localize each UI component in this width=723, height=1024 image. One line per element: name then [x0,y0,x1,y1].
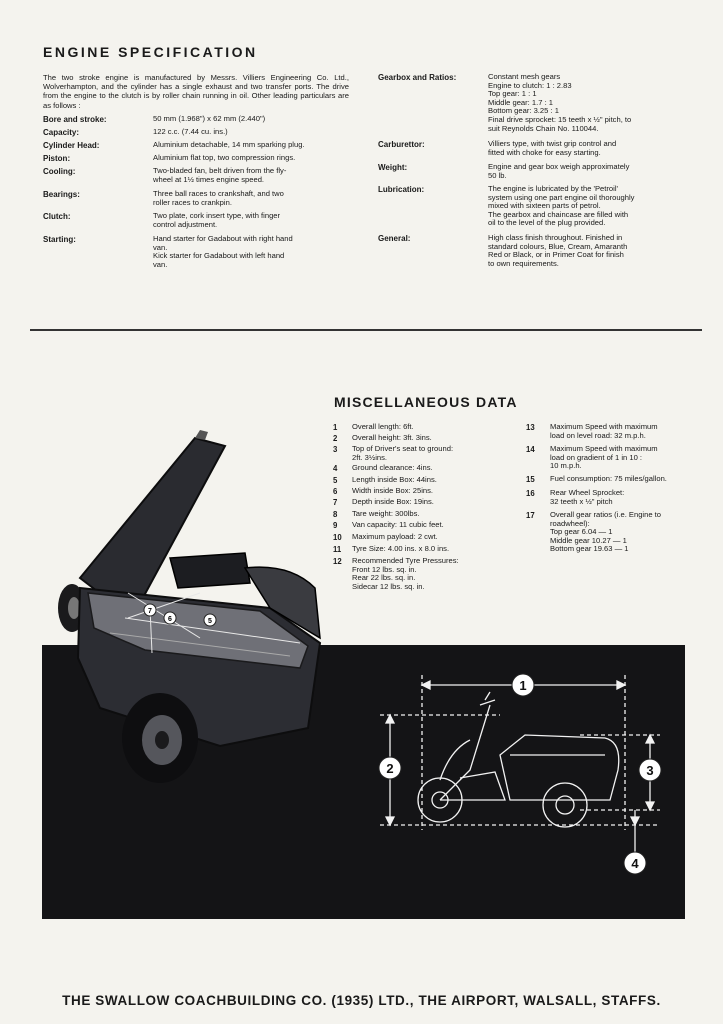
spec-value: 50 mm (1.968") x 62 mm (2.440") [153,114,266,123]
spec-label: Gearbox and Ratios: [378,73,457,82]
misc-item-text: Length inside Box: 44ins. [352,475,437,484]
spec-value: Hand starter for Gadabout with right hand van. Kick starter for Gadabout with left hand van. [153,234,293,269]
misc-item-text: Maximum payload: 2 cwt. [352,532,438,541]
misc-item-number: 4 [333,464,338,473]
misc-item-text: Maximum Speed with maximum load on gradient of 1 in 10 : 10 m.p.h. [550,444,658,471]
misc-item-text: Rear Wheel Sprocket: 32 teeth x ½" pitch [550,488,625,506]
misc-item-number: 16 [526,489,535,498]
dimension-drawing [360,660,680,890]
company-footer: THE SWALLOW COACHBUILDING CO. (1935) LTD., THE AIRPORT, WALSALL, STAFFS. [62,993,661,1008]
misc-item-text: Overall height: 3ft. 3ins. [352,433,432,442]
spec-label: Starting: [43,235,76,244]
spec-value: Aluminium flat top, two compression rings. [153,153,296,162]
misc-item-text: Maximum Speed with maximum load on level road: 32 m.p.h. [550,422,658,440]
misc-item-number: 14 [526,445,535,454]
spec-value: Two-bladed fan, belt driven from the fly- wheel at 1½ times engine speed. [153,166,287,184]
misc-item-text: Van capacity: 11 cubic feet. [352,520,444,529]
misc-item-number: 3 [333,445,338,454]
misc-item-number: 5 [333,476,338,485]
van-sidecar-illustration [50,428,340,788]
misc-item-number: 6 [333,487,338,496]
spec-value: Three ball races to crankshaft, and two roller races to crankpin. [153,189,284,207]
misc-item-number: 10 [333,533,342,542]
dimension-marker-1: 1 [519,678,527,693]
spec-label: Clutch: [43,212,71,221]
misc-item-text: Recommended Tyre Pressures: Front 12 lbs. sq. in. Rear 22 lbs. sq. in. Sidecar 12 lbs. sq. in. [352,556,459,591]
spec-label: Piston: [43,154,71,163]
spec-label: Carburettor: [378,140,425,149]
spec-label: Cooling: [43,167,76,176]
dimension-marker-2: 2 [386,761,394,776]
engine-spec-title: ENGINE SPECIFICATION [43,44,258,60]
misc-item-number: 1 [333,423,338,432]
misc-item-text: Overall length: 6ft. [352,422,414,431]
misc-item-text: Tyre Size: 4.00 ins. x 8.0 ins. [352,544,450,553]
misc-item-number: 9 [333,521,338,530]
engine-intro: The two stroke engine is manufactured by Messrs. Villiers Engineering Co. Ltd., Wolverhampton, and the cylinder has a single exhaust and two transfer ports. The drive from the engine to the clutch is by roller chain running in oil. Other leading particulars are as follows : [43,73,349,110]
spec-value: Aluminium detachable, 14 mm sparking plug. [153,140,305,149]
spec-value: Engine and gear box weigh approximately 50 lb. [488,162,630,180]
misc-item-number: 12 [333,557,342,566]
spec-value: 122 c.c. (7.44 cu. ins.) [153,127,228,136]
misc-item-text: Tare weight: 300lbs. [352,509,420,518]
spec-label: Lubrication: [378,185,425,194]
spec-label: Weight: [378,163,408,172]
dimension-marker-3: 3 [646,763,654,778]
spec-value: The engine is lubricated by the 'Petroil' system using one part engine oil thoroughly mixed with sixteen parts of petrol. The gearbox and chaincase are filled with oil to the level of the plug provided. [488,184,635,228]
spec-label: Bore and stroke: [43,115,107,124]
misc-item-number: 15 [526,475,535,484]
misc-item-text: Depth inside Box: 19ins. [352,497,434,506]
misc-item-number: 7 [333,498,338,507]
box-marker-5: 5 [208,618,212,625]
misc-item-number: 8 [333,510,338,519]
section-divider [30,329,702,331]
spec-value: Constant mesh gears Engine to clutch: 1 : 2.83 Top gear: 1 : 1 Middle gear: 1.7 : 1 Bottom gear: 3.25 : 1 Final drive sprocket: 15 teeth x ½" pitch, to suit Reynolds Chain No. 110044. [488,72,632,133]
misc-item-text: Top of Driver's seat to ground: 2ft. 3½ins. [352,444,454,462]
misc-item-number: 2 [333,434,338,443]
spec-label: Bearings: [43,190,80,199]
spec-label: General: [378,234,411,243]
misc-item-text: Overall gear ratios (i.e. Engine to roadwheel): Top gear 6.04 — 1 Middle gear 10.27 — 1 Bottom gear 19.63 — 1 [550,510,662,554]
misc-item-text: Ground clearance: 4ins. [352,463,433,472]
misc-data-title: MISCELLANEOUS DATA [334,394,518,410]
spec-label: Cylinder Head: [43,141,100,150]
misc-item-text: Fuel consumption: 75 miles/gallon. [550,474,667,483]
spec-value: Villiers type, with twist grip control and fitted with choke for easy starting. [488,139,617,157]
dimension-marker-4: 4 [631,856,639,871]
box-marker-6: 6 [168,616,172,623]
box-marker-7: 7 [148,608,152,615]
misc-item-text: Width inside Box: 25ins. [352,486,434,495]
misc-item-number: 17 [526,511,535,520]
spec-value: High class finish throughout. Finished in standard colours, Blue, Cream, Amaranth Red or Black, or in Primer Coat for finish to own requirements. [488,233,628,268]
spec-label: Capacity: [43,128,80,137]
misc-item-number: 11 [333,545,342,554]
spec-value: Two plate, cork insert type, with finger control adjustment. [153,211,281,229]
misc-item-number: 13 [526,423,535,432]
